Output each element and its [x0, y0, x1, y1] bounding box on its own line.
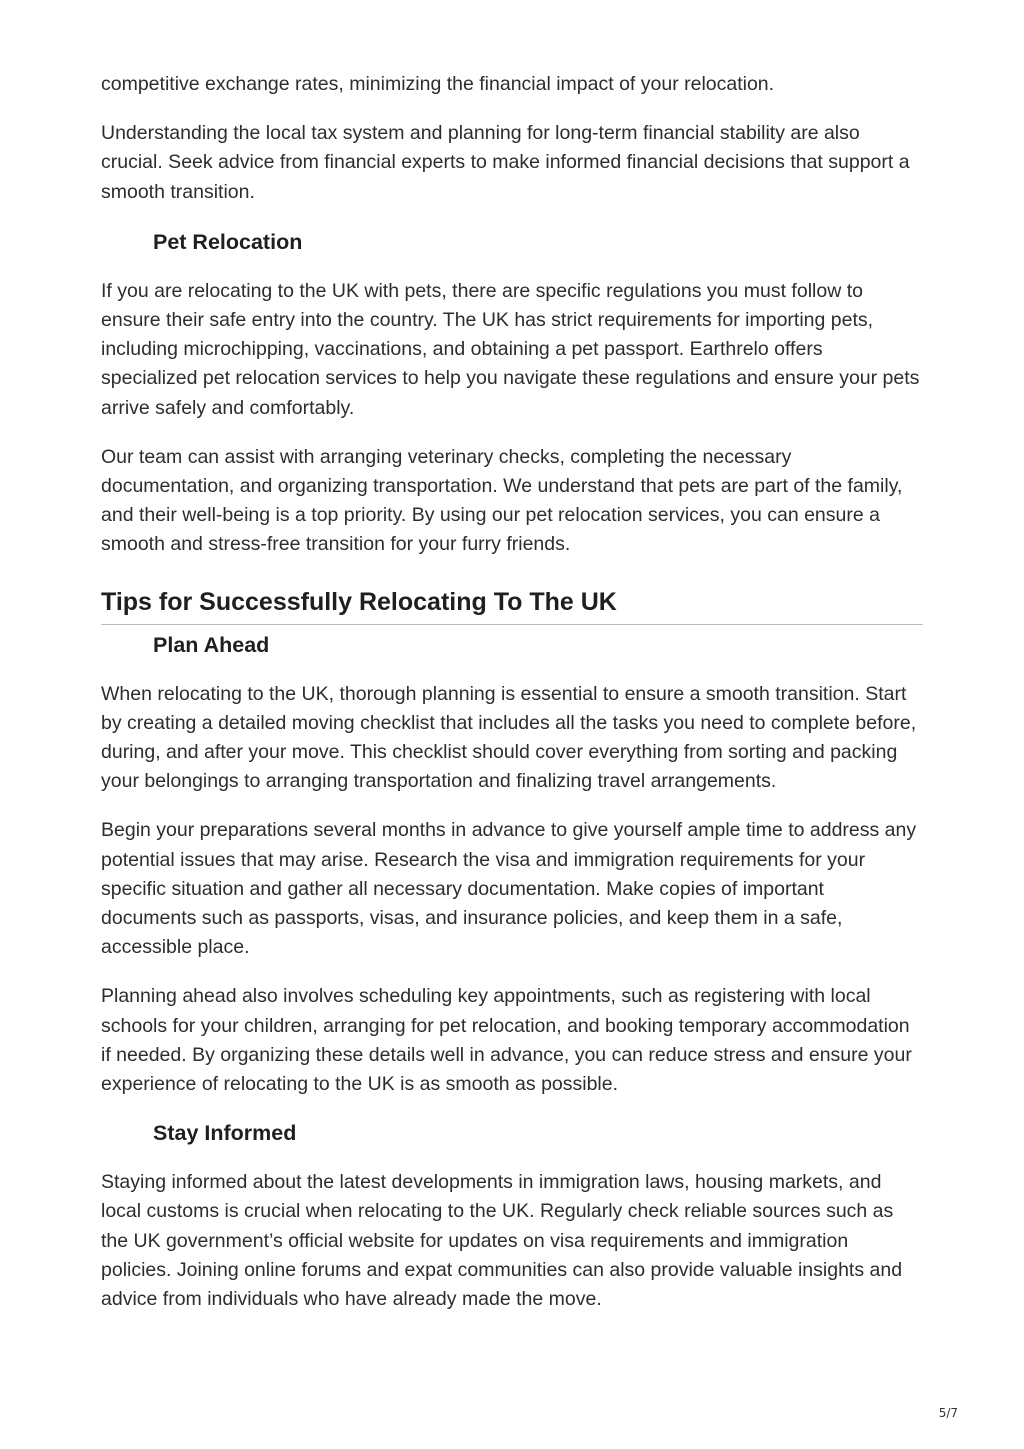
- paragraph-plan-preparations: Begin your preparations several months in advance to give yourself ample time to address any potential issues that may arise. Research the visa and immigration requirements for your specific situation and gather all necessary documentation. Make copies of important documents such as passports, visas, and insurance policies, and keep them in a safe, accessible place.: [101, 819, 917, 959]
- heading-stay-informed: Stay Informed: [153, 1121, 297, 1146]
- page-number: 5/7: [938, 1406, 958, 1420]
- paragraph-exchange-rates: competitive exchange rates, minimizing the financial impact of your relocation.: [101, 73, 775, 95]
- heading-plan-ahead: Plan Ahead: [153, 632, 270, 657]
- paragraph-pet-services: Our team can assist with arranging veterinary checks, completing the necessary documentation, and organizing transportation. We understand that pets are part of the family, and their well-being is a top priority. By using our pet relocation services, you can ensure a smooth and stress-free transition for your furry friends.: [101, 445, 903, 556]
- paragraph-plan-checklist: When relocating to the UK, thorough planning is essential to ensure a smooth transition. Start by creating a detailed moving checklist that includes all the tasks you need to complete before, during, and after your move. This checklist should cover everything from sorting and packing your belongings to arranging transportation and finalizing travel arrangements.: [101, 682, 917, 793]
- document-page: [101, 70, 923, 1314]
- paragraph-plan-appointments: Planning ahead also involves scheduling key appointments, such as registering with local schools for your children, arranging for pet relocation, and booking temporary accommodation if needed. By organizing these details well in advance, you can reduce stress and ensure your experience of relocating to the UK is as smooth as possible.: [101, 985, 912, 1096]
- paragraph-pet-regulations: If you are relocating to the UK with pets, there are specific regulations you must follow to ensure their safe entry into the country. The UK has strict requirements for importing pets, including microchipping, vaccinations, and obtaining a pet passport. Earthrelo offers specialized pet relocation services to help you navigate these regulations and ensure your pets arrive safely and comfortably.: [101, 279, 920, 419]
- paragraph-stay-informed: Staying informed about the latest developments in immigration laws, housing markets, and local customs is crucial when relocating to the UK. Regularly check reliable sources such as the UK government’s official website for updates on visa requirements and immigration policies. Joining online forums and expat communities can also provide valuable insights and advice from individuals who have already made the move.: [101, 1171, 903, 1311]
- heading-pet-relocation: Pet Relocation: [153, 229, 303, 254]
- heading-tips: Tips for Successfully Relocating To The UK: [101, 585, 923, 625]
- paragraph-tax-system: Understanding the local tax system and planning for long-term financial stability are also crucial. Seek advice from financial experts to make informed financial decisions that support a smooth transition.: [101, 122, 910, 203]
